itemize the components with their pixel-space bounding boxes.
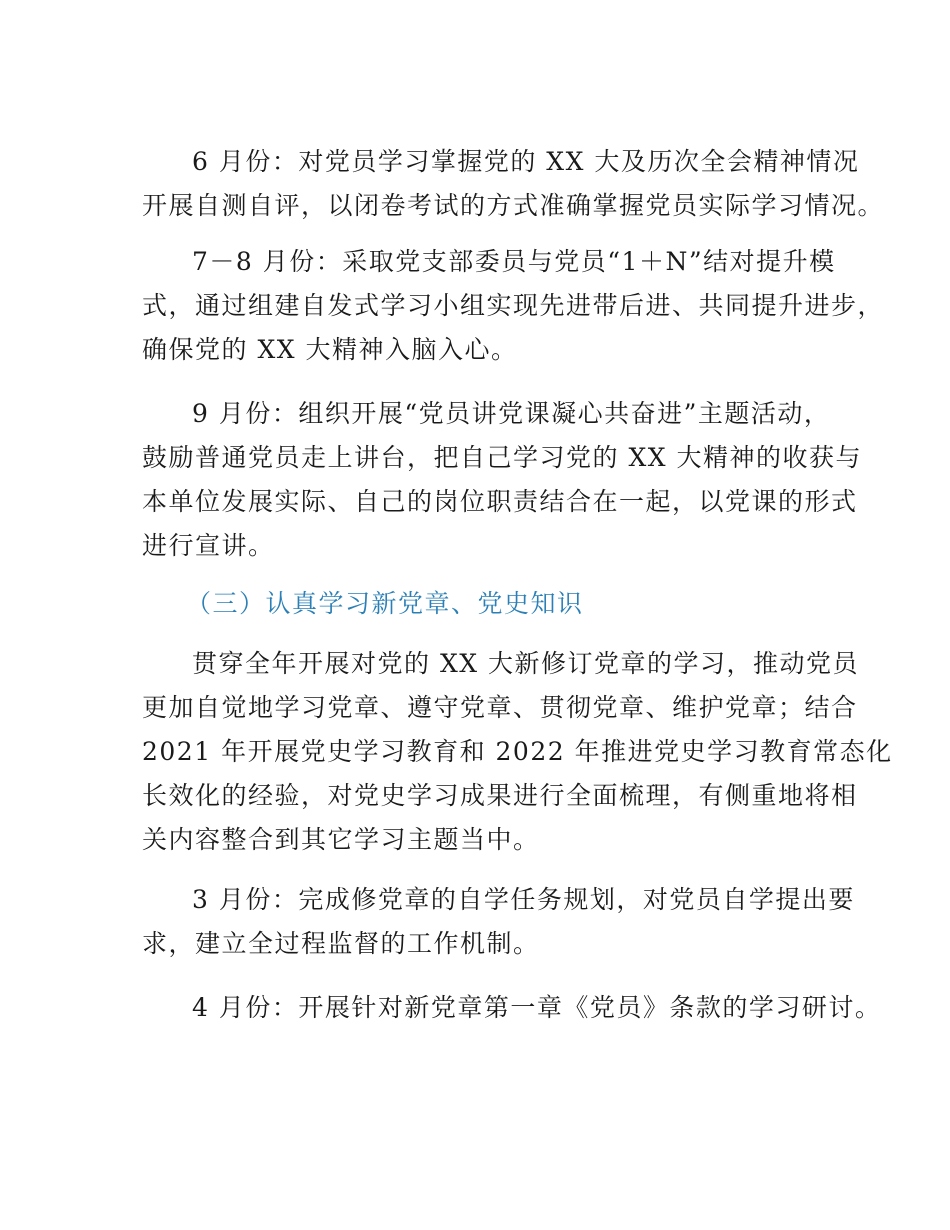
paragraph-september xyxy=(142,392,862,568)
text-line: 本单位发展实际、自己的岗位职责结合在一起，以党课的形式 xyxy=(142,487,858,516)
text-line: 式，通过组建自发式学习小组实现先进带后进、共同提升进步， xyxy=(142,291,885,320)
text-line: 长效化的经验，对党史学习成果进行全面梳理，有侧重地将相 xyxy=(142,781,858,810)
text-line: 贯穿全年开展对党的 XX 大新修订党章的学习，推动党员 xyxy=(192,649,859,678)
text-line: 6 月份：对党员学习掌握党的 XX 大及历次全会精神情况 xyxy=(192,147,860,176)
paragraph-april xyxy=(142,986,882,1030)
paragraph-june xyxy=(142,140,885,228)
text-line: 开展自测自评，以闭卷考试的方式准确掌握党员实际学习情况。 xyxy=(142,191,885,220)
text-line: 3 月份：完成修党章的自学任务规划，对党员自学提出要 xyxy=(192,885,855,914)
text-line: 2021 年开展党史学习教育和 2022 年推进党史学习教育常态化 xyxy=(142,737,893,766)
text-line: 求，建立全过程监督的工作机制。 xyxy=(142,929,540,958)
text-line: 关内容整合到其它学习主题当中。 xyxy=(142,825,540,854)
paragraph-party-constitution xyxy=(142,642,893,862)
paragraph-march xyxy=(142,878,855,966)
paragraph-july-august xyxy=(142,240,885,372)
section-heading xyxy=(142,582,822,626)
text-line: 确保党的 XX 大精神入脑入心。 xyxy=(142,335,518,364)
section-heading-text: （三）认真学习新党章、党史知识 xyxy=(186,589,584,618)
text-line: 进行宣讲。 xyxy=(142,531,275,560)
text-line: 4 月份：开展针对新党章第一章《党员》条款的学习研讨。 xyxy=(192,993,882,1022)
text-line: 鼓励普通党员走上讲台，把自己学习党的 XX 大精神的收获与 xyxy=(142,443,862,472)
text-line: 9 月份：组织开展“党员讲党课凝心共奋进”主题活动， xyxy=(192,399,831,428)
text-line: 更加自觉地学习党章、遵守党章、贯彻党章、维护党章；结合 xyxy=(142,693,858,722)
text-line: 7－8 月份：采取党支部委员与党员“1＋N”结对提升模 xyxy=(192,247,836,276)
